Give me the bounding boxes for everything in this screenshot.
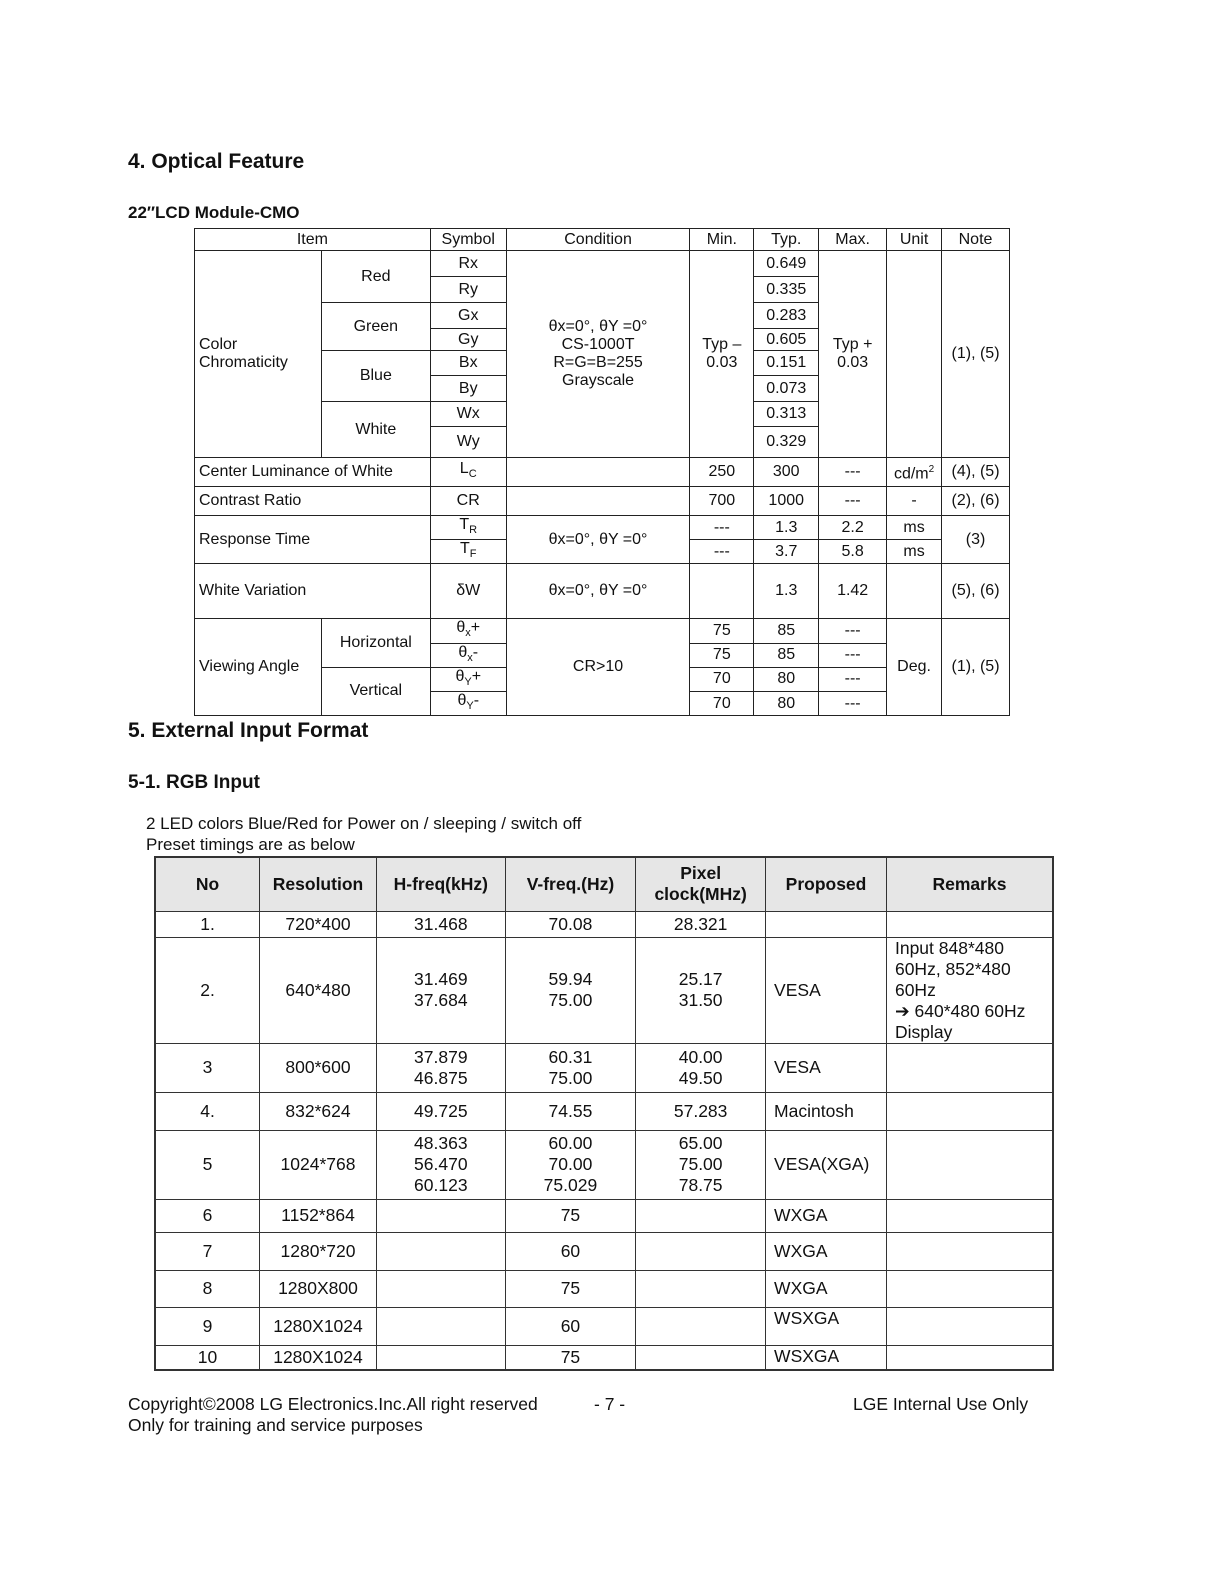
footer-training: Only for training and service purposes <box>128 1415 423 1435</box>
row9-vfreq: 60 <box>505 1307 636 1345</box>
center-luminance-min: 250 <box>690 458 754 487</box>
row3-hfreq: 37.879 46.875 <box>376 1043 505 1092</box>
contrast-ratio-condition <box>506 487 690 516</box>
row4-remarks <box>886 1092 1053 1130</box>
center-luminance-label: Center Luminance of White <box>195 458 431 487</box>
header-min: Min. <box>690 229 754 251</box>
row2-vfreq: 59.94 75.00 <box>505 937 636 1043</box>
response-time-condition: θx=0°, θY =0° <box>506 516 690 564</box>
row7-proposed: WXGA <box>766 1232 887 1270</box>
footer-internal-use: LGE Internal Use Only <box>853 1394 1029 1414</box>
rgb-header-row <box>155 857 1053 911</box>
response-tf-unit: ms <box>887 540 942 564</box>
row1-hfreq: 31.468 <box>376 911 505 937</box>
row3-no: 3 <box>155 1043 260 1092</box>
row1-remarks <box>886 911 1053 937</box>
viewing-x-minus-typ: 85 <box>754 643 819 667</box>
group-blue: Blue <box>321 351 430 402</box>
row10-resolution: 1280X1024 <box>260 1345 377 1370</box>
row8-pixel-clock <box>636 1270 766 1307</box>
header-item: Item <box>195 229 431 251</box>
row7-remarks <box>886 1232 1053 1270</box>
viewing-angle-condition: CR>10 <box>506 619 690 716</box>
header-resolution: Resolution <box>260 857 377 911</box>
row2-remarks: Input 848*480 60Hz, 852*480 60Hz ➔ 640*480 60Hz Display <box>886 937 1053 1043</box>
response-time-label: Response Time <box>195 516 431 564</box>
table-row <box>155 1130 1053 1199</box>
row5-vfreq: 60.00 70.00 75.029 <box>505 1130 636 1199</box>
row1-vfreq: 70.08 <box>505 911 636 937</box>
contrast-ratio-note: (2), (6) <box>942 487 1010 516</box>
symbol-wx: Wx <box>430 402 506 427</box>
footer-copyright: Copyright©2008 LG Electronics.Inc.All right reserved <box>128 1394 538 1414</box>
white-variation-note: (5), (6) <box>942 564 1010 619</box>
chromaticity-unit <box>887 251 942 458</box>
symbol-ry: Ry <box>430 277 506 303</box>
white-variation-typ: 1.3 <box>754 564 819 619</box>
row3-remarks <box>886 1043 1053 1092</box>
row6-vfreq: 75 <box>505 1199 636 1232</box>
viewing-y-minus-max: --- <box>819 691 887 715</box>
row4-pixel-clock: 57.283 <box>636 1092 766 1130</box>
row1-proposed <box>766 911 887 937</box>
row4-vfreq: 74.55 <box>505 1092 636 1130</box>
viewing-x-plus-max: --- <box>819 619 887 643</box>
white-variation-symbol: δW <box>430 564 506 619</box>
row1-pixel-clock: 28.321 <box>636 911 766 937</box>
rgb-input-subtitle: 5-1. RGB Input <box>128 772 260 793</box>
row3-pixel-clock: 40.00 49.50 <box>636 1043 766 1092</box>
row7-vfreq: 60 <box>505 1232 636 1270</box>
typ-gx: 0.283 <box>754 303 819 329</box>
row10-hfreq <box>376 1345 505 1370</box>
header-vfreq: V-freq.(Hz) <box>505 857 636 911</box>
row7-resolution: 1280*720 <box>260 1232 377 1270</box>
white-variation-unit <box>887 564 942 619</box>
row6-proposed: WXGA <box>766 1199 887 1232</box>
rgb-timing-table <box>154 856 1054 1371</box>
response-tf-min: --- <box>690 540 754 564</box>
response-tr-unit: ms <box>887 516 942 540</box>
row4-no: 4. <box>155 1092 260 1130</box>
center-luminance-note: (4), (5) <box>942 458 1010 487</box>
row2-pixel-clock: 25.17 31.50 <box>636 937 766 1043</box>
row5-resolution: 1024*768 <box>260 1130 377 1199</box>
center-luminance-max: --- <box>819 458 887 487</box>
footer-page-number: - 7 - <box>594 1394 626 1414</box>
table-row <box>155 1043 1053 1092</box>
row9-pixel-clock <box>636 1307 766 1345</box>
intro-led-colors: 2 LED colors Blue/Red for Power on / sleeping / switch off <box>146 814 582 833</box>
row8-no: 8 <box>155 1270 260 1307</box>
row-center-luminance <box>195 458 1010 487</box>
row2-no: 2. <box>155 937 260 1043</box>
row9-no: 9 <box>155 1307 260 1345</box>
contrast-ratio-symbol: CR <box>430 487 506 516</box>
response-tf-max: 5.8 <box>819 540 887 564</box>
table-header-row <box>195 229 1010 251</box>
chromaticity-min: Typ – 0.03 <box>690 251 754 458</box>
intro-preset-timings: Preset timings are as below <box>146 835 355 854</box>
chromaticity-note: (1), (5) <box>942 251 1010 458</box>
symbol-gx: Gx <box>430 303 506 329</box>
table-row <box>155 1232 1053 1270</box>
viewing-symbol-x-minus: $\theta_x-$ <box>430 643 506 667</box>
chromaticity-max: Typ + 0.03 <box>819 251 887 458</box>
typ-wy: 0.329 <box>754 427 819 458</box>
header-remarks: Remarks <box>886 857 1053 911</box>
viewing-symbol-x-plus: $\theta_x+$ <box>430 619 506 643</box>
center-luminance-unit: $cd/m^2$ <box>887 458 942 487</box>
optical-feature-table <box>194 228 1010 716</box>
row-contrast-ratio <box>195 487 1010 516</box>
group-red: Red <box>321 251 430 303</box>
row10-vfreq: 75 <box>505 1345 636 1370</box>
row1-no: 1. <box>155 911 260 937</box>
response-tr-min: --- <box>690 516 754 540</box>
row8-proposed: WXGA <box>766 1270 887 1307</box>
table-row <box>155 1345 1053 1370</box>
center-luminance-typ: 300 <box>754 458 819 487</box>
center-luminance-condition <box>506 458 690 487</box>
header-no: No <box>155 857 260 911</box>
row9-resolution: 1280X1024 <box>260 1307 377 1345</box>
row-white-variation <box>195 564 1010 619</box>
row5-hfreq: 48.363 56.470 60.123 <box>376 1130 505 1199</box>
typ-wx: 0.313 <box>754 402 819 427</box>
viewing-y-plus-max: --- <box>819 667 887 691</box>
symbol-wy: Wy <box>430 427 506 458</box>
white-variation-max: 1.42 <box>819 564 887 619</box>
row9-proposed: WSXGA <box>766 1307 887 1345</box>
row2-proposed: VESA <box>766 937 887 1043</box>
table-row <box>155 1307 1053 1345</box>
section-title-optical: 4. Optical Feature <box>128 150 305 173</box>
viewing-symbol-y-plus: $\theta_Y+$ <box>430 667 506 691</box>
typ-rx: 0.649 <box>754 251 819 277</box>
viewing-angle-note: (1), (5) <box>942 619 1010 716</box>
symbol-rx: Rx <box>430 251 506 277</box>
header-typ: Typ. <box>754 229 819 251</box>
typ-gy: 0.605 <box>754 329 819 351</box>
response-tr-max: 2.2 <box>819 516 887 540</box>
white-variation-condition: θx=0°, θY =0° <box>506 564 690 619</box>
header-hfreq: H-freq(kHz) <box>376 857 505 911</box>
row6-no: 6 <box>155 1199 260 1232</box>
section-title-external-input: 5. External Input Format <box>128 719 369 742</box>
group-green: Green <box>321 303 430 351</box>
row5-pixel-clock: 65.00 75.00 78.75 <box>636 1130 766 1199</box>
header-symbol: Symbol <box>430 229 506 251</box>
row1-resolution: 720*400 <box>260 911 377 937</box>
row6-hfreq <box>376 1199 505 1232</box>
color-chromaticity-label: Color Chromaticity <box>195 251 322 458</box>
row9-hfreq <box>376 1307 505 1345</box>
contrast-ratio-label: Contrast Ratio <box>195 487 431 516</box>
contrast-ratio-max: --- <box>819 487 887 516</box>
contrast-ratio-unit: - <box>887 487 942 516</box>
typ-bx: 0.151 <box>754 351 819 376</box>
row5-remarks <box>886 1130 1053 1199</box>
response-time-note: (3) <box>942 516 1010 564</box>
row7-pixel-clock <box>636 1232 766 1270</box>
row10-remarks <box>886 1345 1053 1370</box>
header-condition: Condition <box>506 229 690 251</box>
white-variation-min <box>690 564 754 619</box>
group-white: White <box>321 402 430 458</box>
center-luminance-symbol: $L_C$ <box>430 458 506 487</box>
symbol-by: By <box>430 376 506 402</box>
response-tf-typ: 3.7 <box>754 540 819 564</box>
table-row <box>155 1199 1053 1232</box>
row5-no: 5 <box>155 1130 260 1199</box>
row3-proposed: VESA <box>766 1043 887 1092</box>
viewing-symbol-y-minus: $\theta_Y-$ <box>430 691 506 715</box>
symbol-gy: Gy <box>430 329 506 351</box>
header-unit: Unit <box>887 229 942 251</box>
row6-pixel-clock <box>636 1199 766 1232</box>
row2-resolution: 640*480 <box>260 937 377 1043</box>
white-variation-label: White Variation <box>195 564 431 619</box>
row9-remarks <box>886 1307 1053 1345</box>
row10-proposed: WSXGA <box>766 1345 887 1370</box>
row3-vfreq: 60.31 75.00 <box>505 1043 636 1092</box>
symbol-bx: Bx <box>430 351 506 376</box>
viewing-y-plus-typ: 80 <box>754 667 819 691</box>
contrast-ratio-min: 700 <box>690 487 754 516</box>
response-symbol-tr: $T_R$ <box>430 516 506 540</box>
header-pixel-clock: Pixel clock(MHz) <box>636 857 766 911</box>
chromaticity-condition: θx=0°, θY =0° CS-1000T R=G=B=255 Grayscale <box>506 251 690 458</box>
viewing-x-plus-typ: 85 <box>754 619 819 643</box>
response-tr-typ: 1.3 <box>754 516 819 540</box>
row8-vfreq: 75 <box>505 1270 636 1307</box>
row8-remarks <box>886 1270 1053 1307</box>
viewing-x-plus-min: 75 <box>690 619 754 643</box>
row8-hfreq <box>376 1270 505 1307</box>
viewing-angle-unit: Deg. <box>887 619 942 716</box>
row6-remarks <box>886 1199 1053 1232</box>
contrast-ratio-typ: 1000 <box>754 487 819 516</box>
row5-proposed: VESA(XGA) <box>766 1130 887 1199</box>
row8-resolution: 1280X800 <box>260 1270 377 1307</box>
row6-resolution: 1152*864 <box>260 1199 377 1232</box>
viewing-y-minus-min: 70 <box>690 691 754 715</box>
viewing-horizontal: Horizontal <box>321 619 430 667</box>
row4-resolution: 832*624 <box>260 1092 377 1130</box>
row10-pixel-clock <box>636 1345 766 1370</box>
row4-proposed: Macintosh <box>766 1092 887 1130</box>
table-row <box>155 1270 1053 1307</box>
header-max: Max. <box>819 229 887 251</box>
module-subtitle: 22″LCD Module-CMO <box>128 203 300 222</box>
table-row <box>155 937 1053 1043</box>
row2-hfreq: 31.469 37.684 <box>376 937 505 1043</box>
row4-hfreq: 49.725 <box>376 1092 505 1130</box>
viewing-x-minus-min: 75 <box>690 643 754 667</box>
table-row <box>155 1092 1053 1130</box>
row3-resolution: 800*600 <box>260 1043 377 1092</box>
row10-no: 10 <box>155 1345 260 1370</box>
typ-by: 0.073 <box>754 376 819 402</box>
viewing-y-plus-min: 70 <box>690 667 754 691</box>
header-note: Note <box>942 229 1010 251</box>
header-proposed: Proposed <box>766 857 887 911</box>
row7-hfreq <box>376 1232 505 1270</box>
table-row <box>155 911 1053 937</box>
response-symbol-tf: $T_F$ <box>430 540 506 564</box>
viewing-angle-label: Viewing Angle <box>195 619 322 716</box>
viewing-x-minus-max: --- <box>819 643 887 667</box>
viewing-vertical: Vertical <box>321 667 430 715</box>
row7-no: 7 <box>155 1232 260 1270</box>
viewing-y-minus-typ: 80 <box>754 691 819 715</box>
typ-ry: 0.335 <box>754 277 819 303</box>
